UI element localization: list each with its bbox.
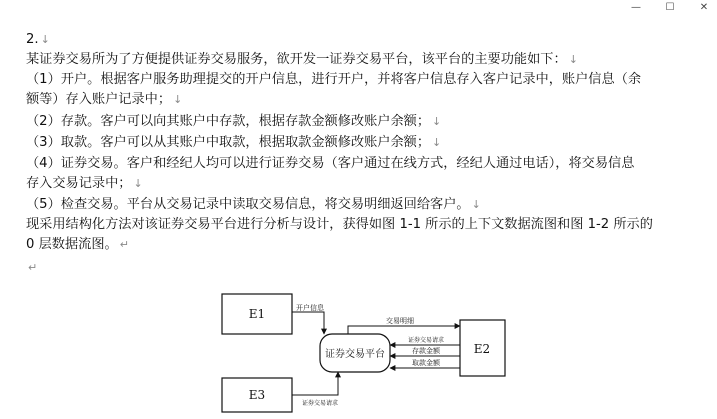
flow-trade-detail-line: [348, 326, 460, 334]
maximize-icon[interactable]: ☐: [665, 2, 675, 13]
entity-e1-label: E1: [248, 307, 266, 321]
flow-trade-request-e3-line: [292, 372, 338, 395]
paragraph-mark: ↓: [471, 198, 481, 211]
item-4-line-2: 存入交易记录中； ↓: [26, 176, 143, 191]
paragraph-mark: ↓: [432, 136, 442, 149]
paragraph-mark: ↓: [133, 177, 143, 190]
dfd-svg: [212, 290, 512, 415]
flow-trade-request-e2-label: 证券交易请求: [408, 337, 445, 344]
paragraph-mark: ↓: [432, 115, 442, 128]
question-number: 2. ↓: [26, 32, 50, 47]
flow-trade-detail-label: 交易明细: [386, 317, 414, 325]
empty-line: [26, 258, 37, 278]
item-4-line-1: （4）证券交易。客户和经纪人均可以进行证券交易（客户通过在线方式，经纪人通过电话），将交易信息: [26, 156, 635, 171]
item-1-line-2: 额等）存入账户记录中； ↓: [26, 92, 183, 107]
summary-line-1: 现采用结构化方法对该证券交易平台进行分析与设计，获得如图 1-1 所示的上下文数据流图和图 1-2 所示的: [26, 217, 653, 232]
minimize-icon[interactable]: —: [631, 2, 641, 13]
paragraph-mark: ↓: [568, 53, 578, 66]
close-icon[interactable]: ✕: [699, 2, 709, 13]
context-data-flow-diagram: [212, 290, 512, 415]
intro-text: 某证券交易所为了方便提供证券交易服务，欲开发一证券交易平台，该平台的主要功能如下： ↓: [26, 52, 578, 67]
flow-trade-request-e3-label: 证券交易请求: [302, 400, 339, 407]
return-mark: ↵: [119, 238, 129, 251]
paragraph-mark: ↓: [40, 33, 50, 46]
item-5: （5）检查交易。平台从交易记录中读取交易信息，将交易明细返回给客户。 ↓: [26, 197, 481, 212]
flow-open-account-line: [292, 312, 324, 334]
entity-e2-label: E2: [473, 342, 491, 356]
process-label: 证券交易平台: [325, 349, 385, 360]
flow-deposit-label: 存款金额: [412, 347, 440, 355]
entity-e3-label: E3: [248, 388, 266, 402]
item-3: （3）取款。客户可以从其账户中取款，根据取款金额修改账户余额； ↓: [26, 135, 442, 150]
item-2: （2）存款。客户可以向其账户中存款，根据存款金额修改账户余额； ↓: [26, 114, 442, 129]
return-mark: ↵: [28, 261, 38, 274]
item-1-line-1: （1）开户。根据客户服务助理提交的开户信息，进行开户，并将客户信息存入客户记录中，账户信息（余: [26, 72, 642, 87]
paragraph-mark: ↓: [173, 93, 183, 106]
window-controls: [629, 2, 711, 14]
flow-open-account-label: 开户信息: [296, 304, 324, 312]
flow-withdraw-label: 取款金额: [412, 359, 440, 367]
summary-line-2: 0 层数据流图。 ↵: [26, 237, 129, 252]
